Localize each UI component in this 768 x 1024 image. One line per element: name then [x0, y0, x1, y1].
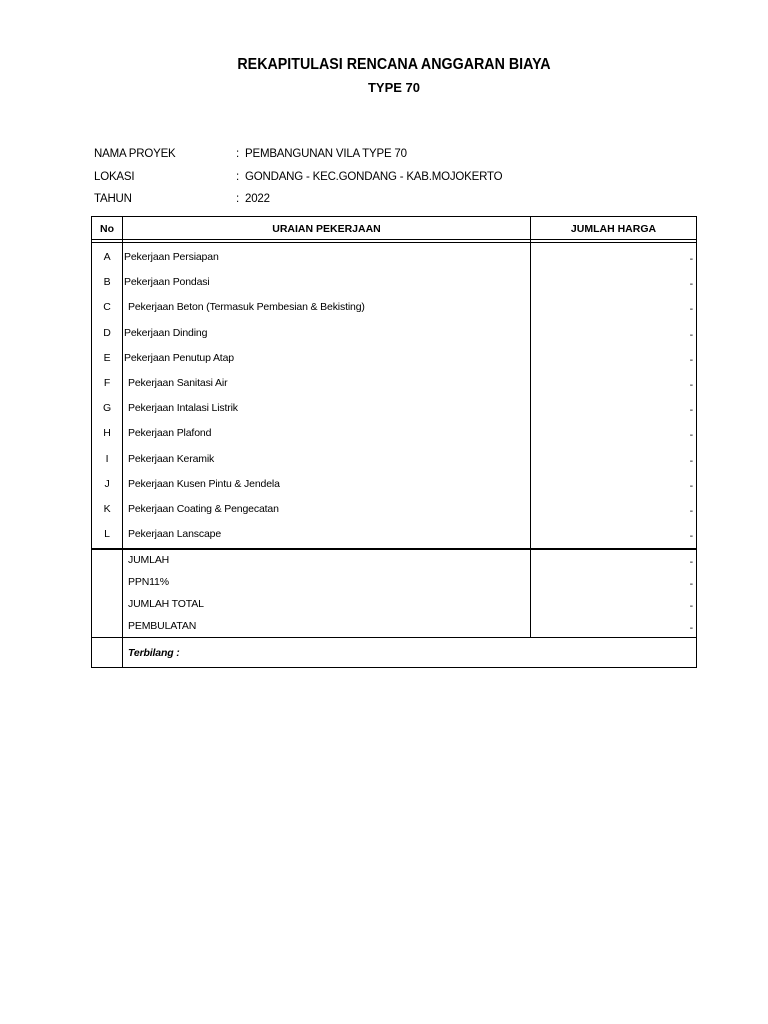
row-description: Pekerjaan Sanitasi Air	[128, 377, 228, 389]
summary-label: PPN11%	[128, 576, 169, 588]
summary-label: JUMLAH TOTAL	[128, 598, 204, 610]
info-separator: :	[236, 148, 239, 160]
row-description: Pekerjaan Coating & Pengecatan	[128, 503, 279, 515]
row-no: L	[104, 528, 110, 541]
info-value: 2022	[245, 193, 270, 205]
info-label: NAMA PROYEK	[94, 148, 176, 160]
summary-price: -	[689, 578, 693, 590]
row-description: Pekerjaan Keramik	[128, 452, 215, 465]
row-no: D	[103, 326, 111, 339]
row-price: -	[689, 278, 693, 291]
row-price: -	[689, 328, 693, 341]
row-no: E	[103, 351, 111, 364]
row-description: Pekerjaan Dinding	[124, 326, 208, 339]
header-bottom-line	[92, 239, 696, 240]
row-no: J	[104, 477, 110, 490]
header-uraian: URAIAN PEKERJAAN	[272, 223, 381, 235]
row-description: Pekerjaan Kusen Pintu & Jendela	[128, 477, 280, 490]
summary-price: -	[689, 556, 693, 568]
row-price: -	[689, 429, 693, 442]
row-price: -	[689, 479, 693, 492]
row-description: Pekerjaan Beton (Termasuk Pembesian & Bekisting)	[128, 301, 365, 314]
document-subtitle: TYPE 70	[367, 80, 421, 95]
header-no: No	[100, 223, 114, 235]
summary-bottom-line	[92, 637, 696, 638]
col-divider-harga	[530, 217, 531, 637]
row-no: H	[103, 427, 111, 440]
row-description: Pekerjaan Pondasi	[124, 276, 210, 289]
row-no: G	[102, 402, 112, 415]
row-description: Pekerjaan Lanscape	[128, 528, 222, 541]
summary-label: JUMLAH	[128, 554, 170, 566]
summary-price: -	[689, 622, 693, 634]
info-separator: :	[236, 193, 239, 205]
row-no: F	[103, 377, 111, 389]
terbilang-label: Terbilang :	[128, 647, 180, 659]
col-divider-no	[122, 217, 123, 667]
row-price: -	[689, 454, 693, 467]
row-no: B	[103, 276, 111, 289]
summary-label: PEMBULATAN	[128, 620, 197, 632]
rab-table	[91, 216, 697, 668]
info-value: GONDANG - KEC.GONDANG - KAB.MOJOKERTO	[245, 171, 503, 183]
row-price: -	[689, 353, 693, 366]
summary-price: -	[689, 600, 693, 612]
row-price: -	[689, 404, 693, 417]
row-price: -	[689, 379, 693, 391]
row-description: Pekerjaan Plafond	[128, 427, 212, 440]
row-description: Pekerjaan Intalasi Listrik	[128, 402, 238, 415]
row-no: K	[103, 503, 111, 515]
info-separator: :	[236, 171, 239, 183]
row-price: -	[689, 530, 693, 543]
row-no: A	[103, 251, 111, 263]
row-no: I	[105, 452, 109, 465]
header-double-line	[92, 242, 696, 243]
info-label: TAHUN	[94, 193, 132, 205]
row-price: -	[689, 253, 693, 265]
row-description: Pekerjaan Persiapan	[124, 251, 219, 263]
document-title: REKAPITULASI RENCANA ANGGARAN BIAYA	[237, 56, 551, 73]
header-jumlah-harga: JUMLAH HARGA	[570, 223, 657, 235]
row-price: -	[689, 303, 693, 316]
info-value: PEMBANGUNAN VILA TYPE 70	[245, 148, 407, 160]
items-bottom-line	[92, 548, 696, 550]
row-description: Pekerjaan Penutup Atap	[124, 351, 234, 364]
row-price: -	[689, 505, 693, 517]
info-label: LOKASI	[94, 171, 135, 183]
row-no: C	[103, 301, 111, 314]
